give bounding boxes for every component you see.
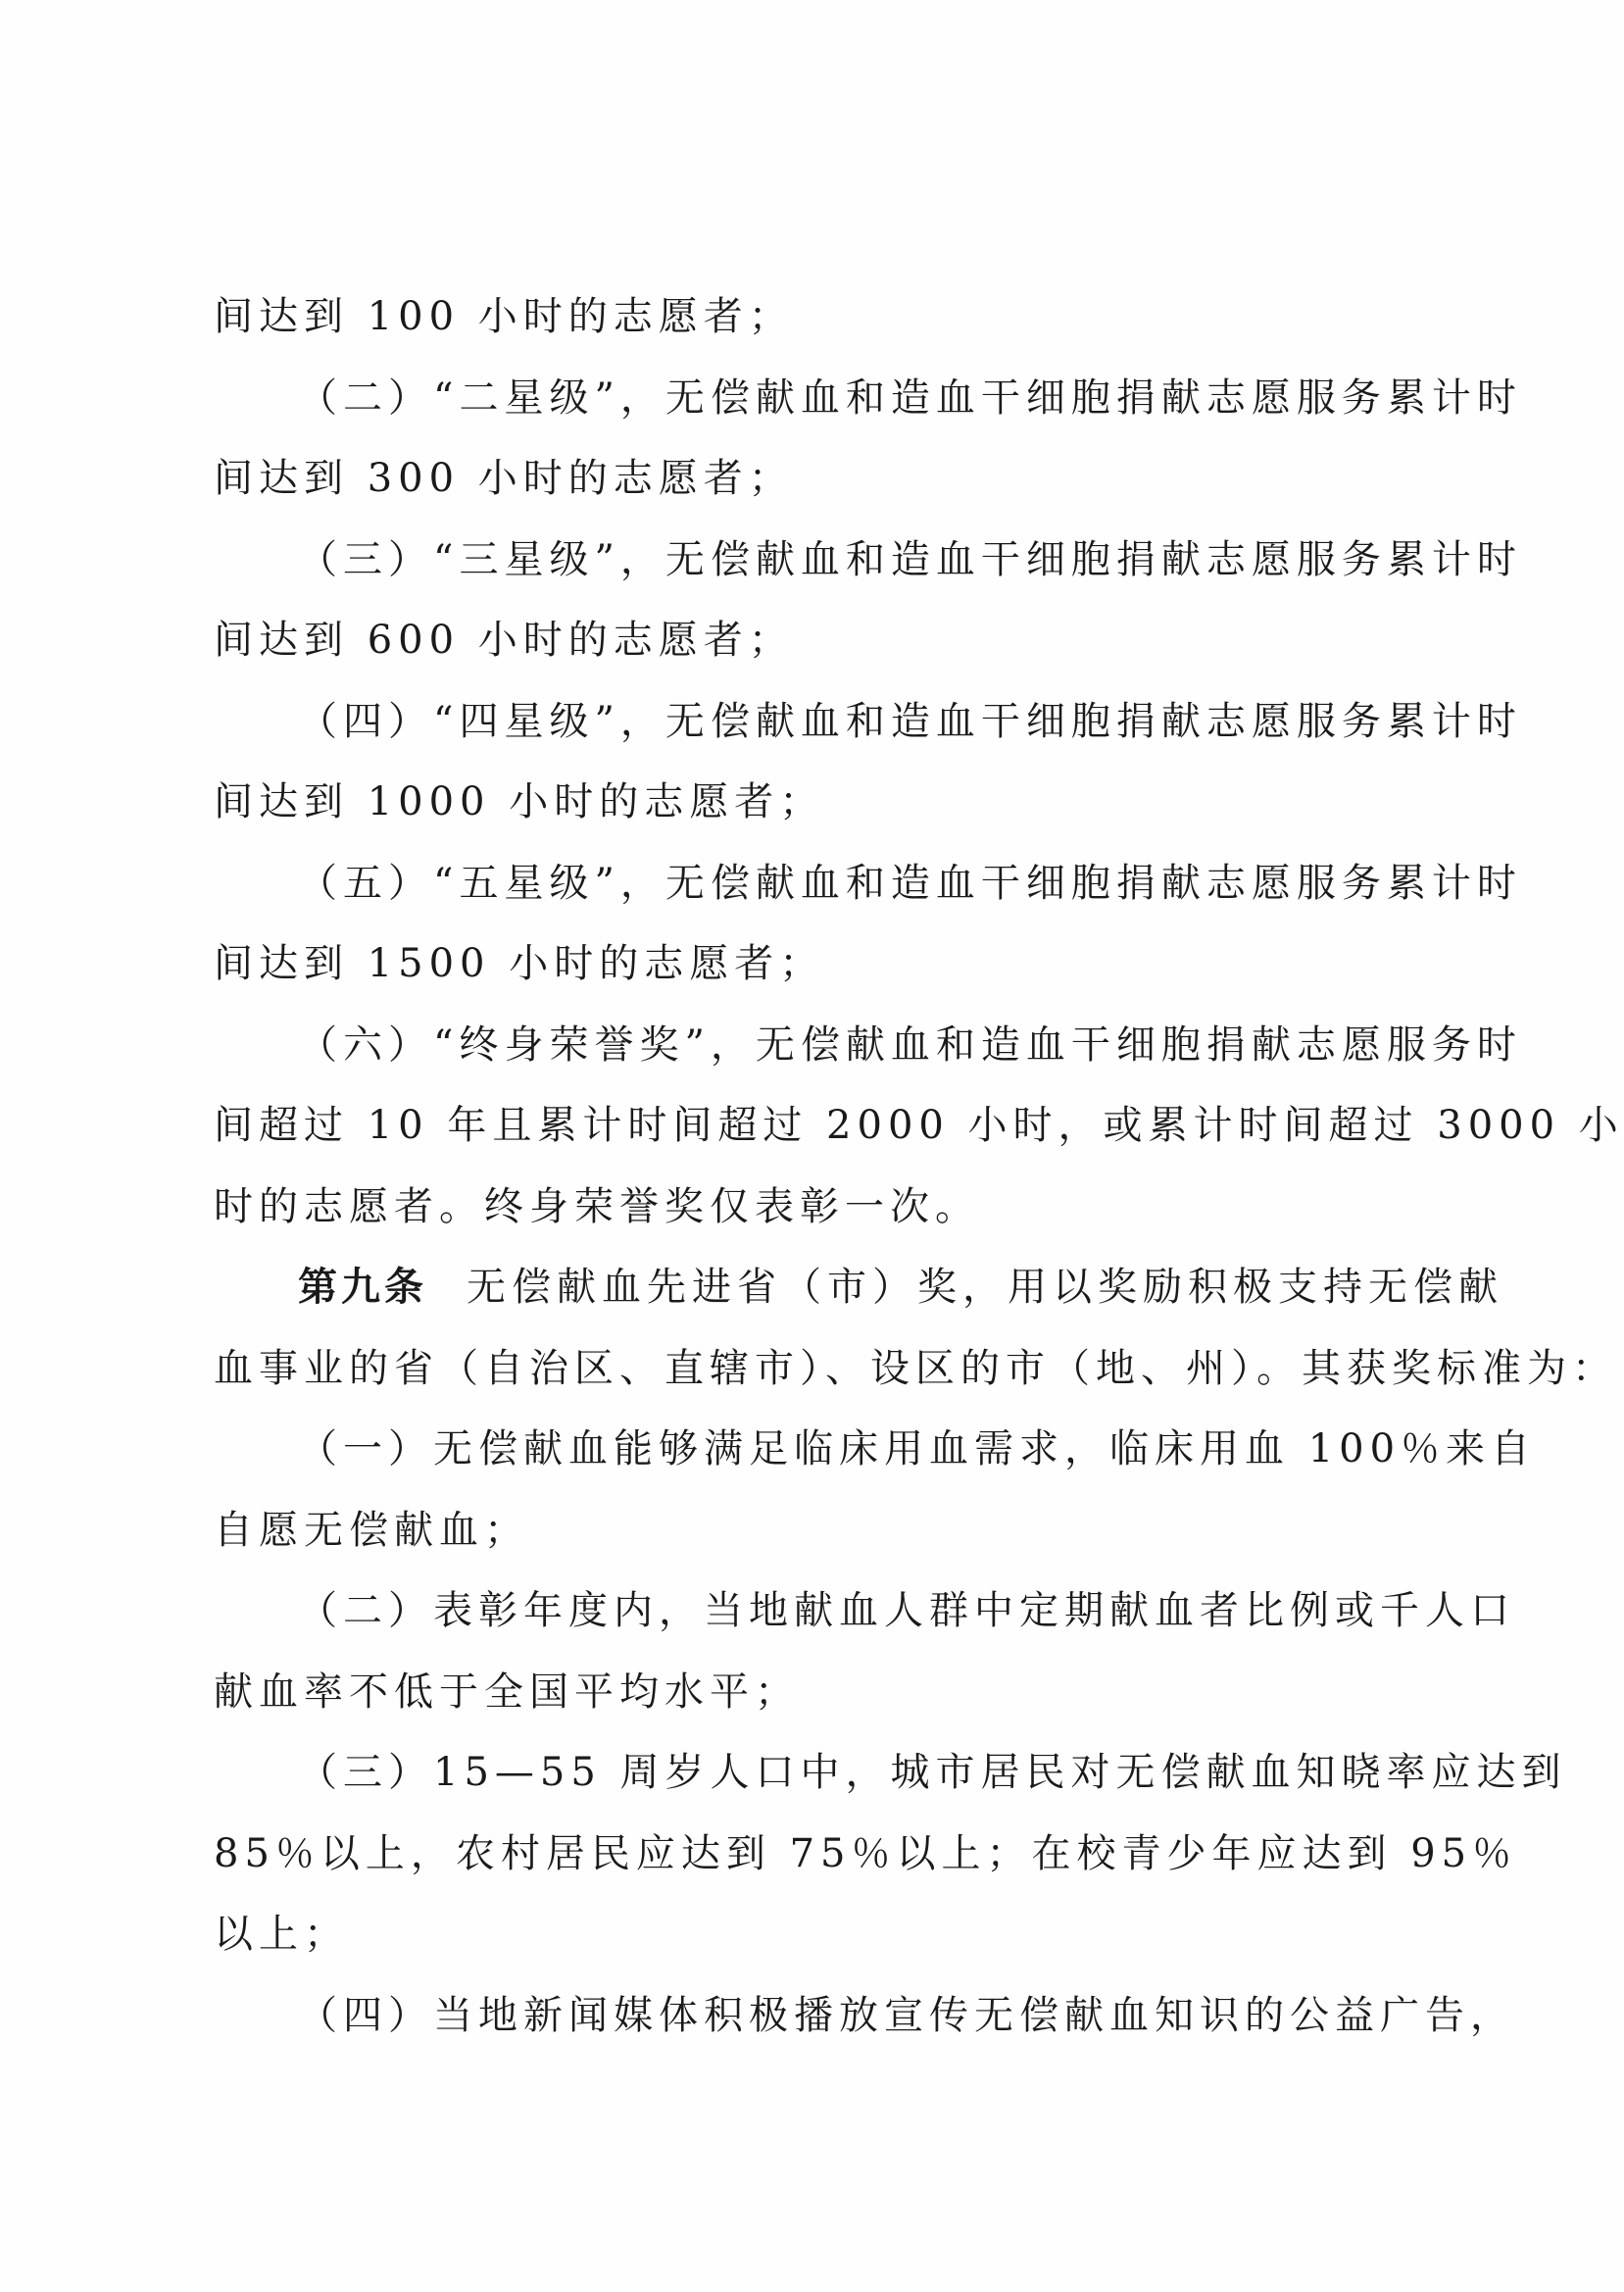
list-item-lifetime-honor: （六）“终身荣誉奖”，无偿献血和造血干细胞捐献志愿服务时 <box>298 1021 1522 1068</box>
text-line: 献血率不低于全国平均水平； <box>214 1669 800 1715</box>
criterion-one: （一）无偿献血能够满足临床用血需求，临床用血 100％来自 <box>298 1426 1537 1471</box>
list-item-five-star: （五）“五星级”，无偿献血和造血干细胞捐献志愿服务累计时 <box>298 860 1522 906</box>
article-text: 无偿献血先进省（市）奖，用以奖励积极支持无偿献 <box>467 1265 1503 1310</box>
criterion-four: （四）当地新闻媒体积极播放宣传无偿献血知识的公益广告， <box>298 1992 1515 2038</box>
text-line: 间达到 1500 小时的志愿者； <box>214 941 825 986</box>
criterion-three: （三）15—55 周岁人口中，城市居民对无偿献血知晓率应达到 <box>298 1750 1567 1795</box>
document-body <box>214 276 1624 2056</box>
article-nine-line <box>214 1247 1503 1328</box>
list-item-four-star: （四）“四星级”，无偿献血和造血干细胞捐献志愿服务累计时 <box>298 698 1522 744</box>
text-line: 间达到 600 小时的志愿者； <box>214 618 794 663</box>
text-line: 间达到 100 小时的志愿者； <box>214 294 794 339</box>
text-line: 血事业的省（自治区、直辖市）、设区的市（地、州）。其获奖标准为： <box>214 1345 1617 1391</box>
list-item-two-star: （二）“二星级”，无偿献血和造血干细胞捐献志愿服务累计时 <box>298 374 1522 421</box>
text-line: 自愿无偿献血； <box>214 1507 529 1553</box>
text-line: 间达到 1000 小时的志愿者； <box>214 779 825 824</box>
text-line: 间达到 300 小时的志愿者； <box>214 456 794 501</box>
text-line: 时的志愿者。终身荣誉奖仅表彰一次。 <box>214 1183 980 1229</box>
criterion-two: （二）表彰年度内，当地献血人群中定期献血者比例或千人口 <box>298 1588 1515 1633</box>
list-item-three-star: （三）“三星级”，无偿献血和造血干细胞捐献志愿服务累计时 <box>298 536 1522 582</box>
text-line: 以上； <box>214 1912 349 1957</box>
text-line: 间超过 10 年且累计时间超过 2000 小时，或累计时间超过 3000 小 <box>214 1103 1624 1148</box>
text-line: 85％以上，农村居民应达到 75％以上；在校青少年应达到 95％ <box>214 1830 1518 1876</box>
article-heading: 第九条 <box>298 1264 427 1310</box>
